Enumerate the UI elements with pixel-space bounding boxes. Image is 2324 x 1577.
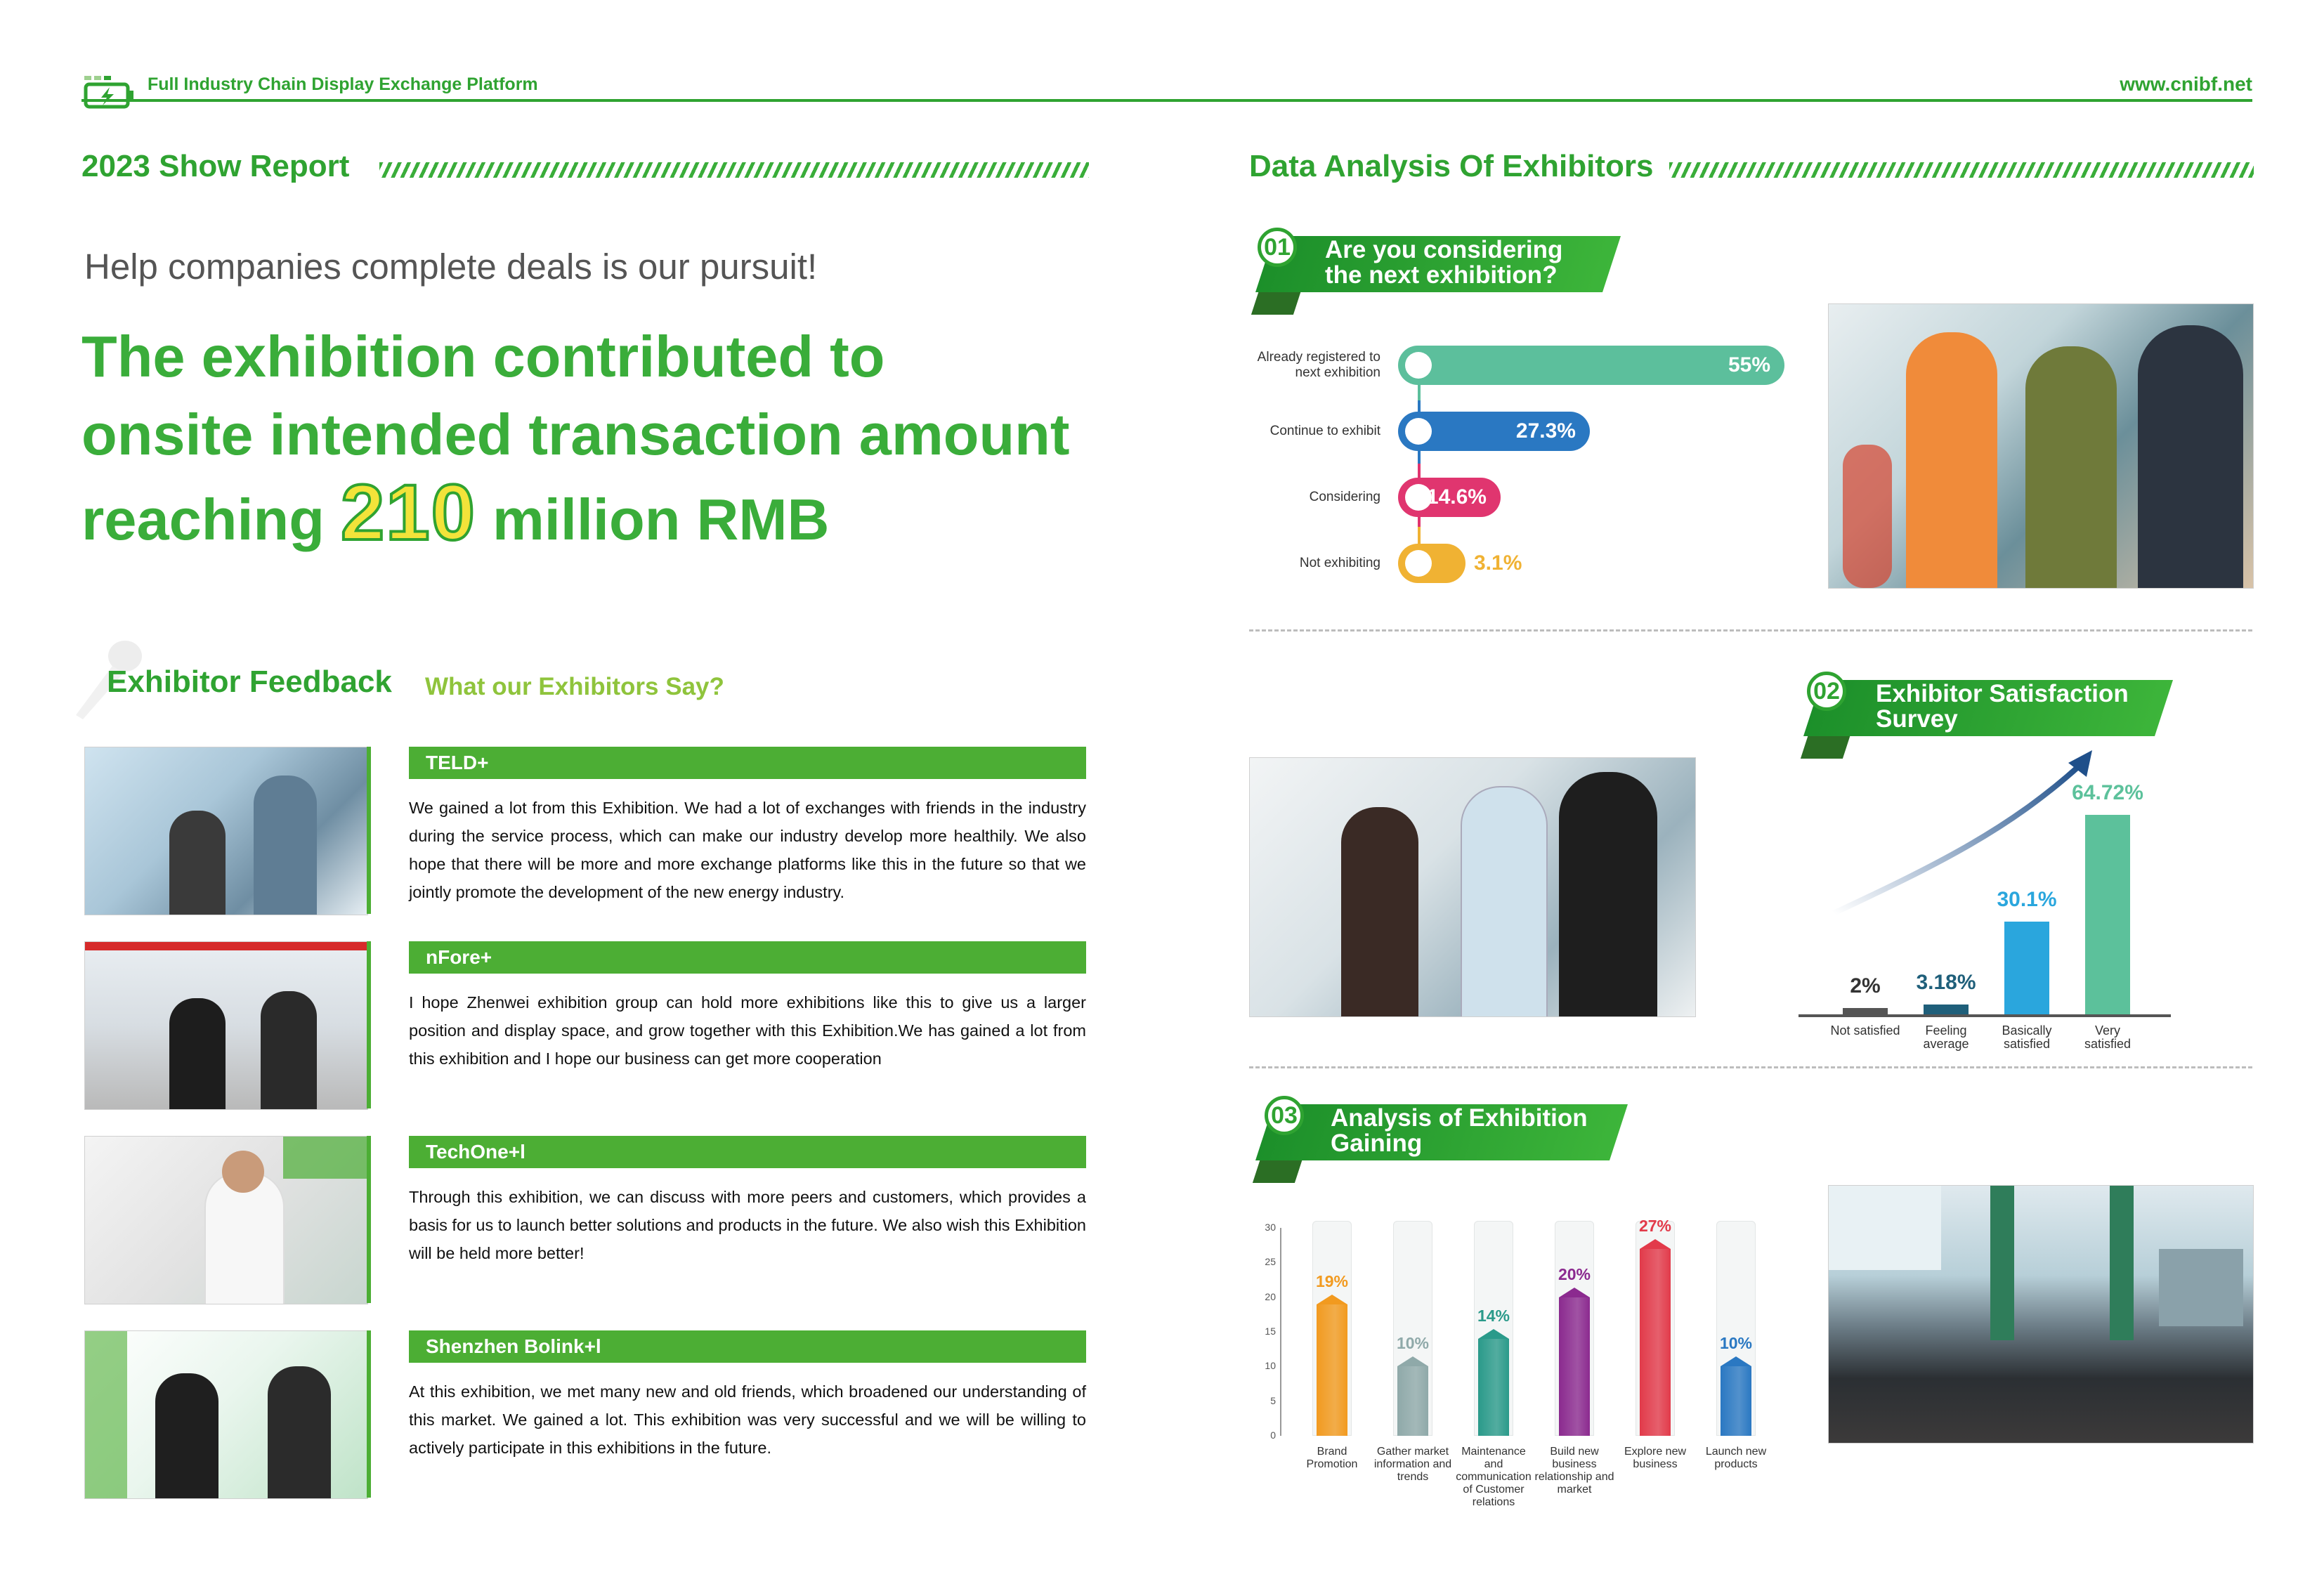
q2-value-1: 3.18%: [1916, 971, 1976, 995]
header-logo: [81, 74, 135, 111]
q1-title: Are you considering the next exhibition?: [1325, 236, 1563, 289]
q1-knob-0: [1405, 352, 1432, 379]
photo-crowd-hall: [1828, 1185, 2254, 1444]
divider-2: [1249, 1066, 2252, 1068]
q1-knob-3: [1405, 550, 1432, 577]
q2-value-0: 2%: [1850, 974, 1881, 998]
q3-value-3: 20%: [1558, 1264, 1591, 1283]
feedback-accent-3: [367, 1136, 371, 1303]
q3-tick-20: 20: [1265, 1290, 1276, 1302]
q3-label-0: Brand Promotion: [1306, 1446, 1358, 1470]
q3-chart: [1251, 1215, 1770, 1510]
q3-value-2: 14%: [1477, 1306, 1510, 1325]
q2-chart: [1799, 745, 2262, 1061]
q3-label-5: Launch new products: [1705, 1446, 1767, 1470]
q3-tick-5: 5: [1270, 1394, 1276, 1406]
divider-1: [1249, 629, 2252, 632]
header-rule: [81, 99, 2252, 102]
q3-bar-1: [1397, 1366, 1428, 1436]
q1-label-0: Already registered to next exhibition: [1257, 350, 1380, 380]
q2-title: Exhibitor Satisfaction Survey: [1876, 680, 2129, 733]
q2-value-3: 64.72%: [2072, 781, 2143, 804]
battery-icon: [81, 74, 135, 111]
q1-label-3: Not exhibiting: [1299, 556, 1380, 570]
q1-knob-1: [1405, 418, 1432, 445]
q3-label-3: Build new business relationship and market: [1534, 1446, 1614, 1496]
q1-bar-3: [1398, 544, 1465, 583]
q1-chart: [1236, 330, 1799, 597]
section-title-show-report: 2023 Show Report: [81, 149, 350, 183]
q3-label-4: Explore new business: [1624, 1446, 1687, 1470]
q3-tick-15: 15: [1265, 1326, 1276, 1337]
q3-value-1: 10%: [1396, 1334, 1430, 1353]
q2-label-2: Basically satisfied: [2002, 1023, 2052, 1051]
headline-line-1: The exhibition contributed to: [81, 324, 885, 389]
feedback-photo-techone: [84, 1136, 368, 1304]
q1-value-0: 55%: [1728, 353, 1770, 377]
q2-baseline: [1799, 1014, 2171, 1017]
headline-amount: 210: [341, 469, 476, 556]
feedback-text-teld: We gained a lot from this Exhibition. We had a lot of exchanges with friends in the industry during the service process, which can make our industry develop more healthily. We also hope that there will be more and more exchange platforms like this in the future so that we jointly promote the development of the new energy industry.: [409, 799, 1086, 901]
feedback-photo-teld: [84, 747, 368, 915]
feedback-text-nfore: I hope Zhenwei exhibition group can hold more exhibitions like this to give us a larger position and display space, and grow together with this Exhibition.We has gained a lot from this exhibition and I hope our business can get more cooperation: [409, 993, 1086, 1068]
q3-bar-cap-5: [1721, 1356, 1751, 1366]
feedback-accent-2: [367, 941, 371, 1108]
q3-y-axis: [1280, 1228, 1281, 1436]
q2-bar-1: [1924, 1005, 1969, 1014]
q1-label-1: Continue to exhibit: [1269, 424, 1380, 438]
headline: [81, 318, 1070, 558]
q3-tick-10: 10: [1265, 1360, 1276, 1372]
q3-bar-cap-3: [1559, 1288, 1590, 1297]
feedback-accent-1: [367, 747, 371, 914]
q2-label-1: Feeling average: [1923, 1023, 1969, 1051]
website-link[interactable]: www.cnibf.net: [2120, 73, 2252, 95]
title-hatch: [379, 162, 1089, 178]
q2-label-0: Not satisfied: [1830, 1023, 1900, 1038]
feedback-text-bolink: At this exhibition, we met many new and old friends, which broadened our understanding of this market. We gained a lot. This exhibition was very successful and we will be willing to actively participate in this exhibitions in the future.: [409, 1382, 1086, 1457]
q3-label-2: Maintenance and communication of Customer relations: [1456, 1446, 1532, 1508]
q3-bar-cap-4: [1640, 1239, 1671, 1249]
q3-tick-0: 0: [1270, 1429, 1276, 1441]
q1-value-3: 3.1%: [1474, 551, 1522, 575]
platform-name: Full Industry Chain Display Exchange Platform: [148, 74, 538, 94]
feedback-accent-4: [367, 1330, 371, 1498]
photo-booth-meeting: [1249, 757, 1696, 1017]
q3-bar-cap-2: [1478, 1329, 1509, 1339]
q2-bar-2: [2004, 922, 2049, 1014]
q3-bar-cap-1: [1397, 1356, 1428, 1366]
q2-label-3: Very satisfied: [2084, 1023, 2132, 1051]
feedback-title: Exhibitor Feedback: [107, 665, 392, 699]
feedback-photo-bolink: [84, 1330, 368, 1499]
q1-label-2: Considering: [1309, 490, 1380, 504]
q1-connector: [1418, 358, 1421, 562]
feedback-company-nfore: nFore+: [409, 941, 1086, 974]
q2-bar-3: [2085, 815, 2130, 1014]
q3-bar-0: [1317, 1304, 1347, 1436]
feedback-subtitle: What our Exhibitors Say?: [425, 673, 724, 700]
q3-value-4: 27%: [1638, 1216, 1672, 1235]
q1-number: 01: [1258, 228, 1297, 267]
photo-exhibitors-talk: [1828, 303, 2254, 589]
q2-number: 02: [1807, 672, 1846, 711]
q3-value-5: 10%: [1719, 1334, 1753, 1353]
q3-label-1: Gather market information and trends: [1373, 1446, 1452, 1483]
q3-number: 03: [1265, 1096, 1304, 1135]
q1-value-2: 14.6%: [1426, 485, 1487, 509]
q3-bar-4: [1640, 1249, 1671, 1436]
q3-tick-25: 25: [1265, 1256, 1276, 1268]
headline-line-3: reaching 210 million RMB: [81, 469, 830, 556]
feedback-company-teld: TELD+: [409, 747, 1086, 779]
feedback-text-techone: Through this exhibition, we can discuss with more peers and customers, which provides a basis for us to launch better solutions and products in the future. We also wish this Exhibition will be held more better!: [409, 1188, 1086, 1262]
section-title-data-analysis: Data Analysis Of Exhibitors: [1249, 149, 1654, 183]
feedback-photo-nfore: [84, 941, 368, 1110]
q2-bar-0: [1843, 1008, 1888, 1014]
q1-value-1: 27.3%: [1515, 419, 1576, 443]
q3-value-0: 19%: [1315, 1271, 1349, 1290]
pursuit-text: Help companies complete deals is our pursuit!: [84, 247, 818, 287]
q3-title: Analysis of Exhibition Gaining: [1331, 1104, 1588, 1157]
q3-bar-2: [1478, 1339, 1509, 1436]
q3-bar-5: [1721, 1366, 1751, 1436]
headline-line-2: onsite intended transaction amount: [81, 402, 1070, 467]
q3-tick-30: 30: [1265, 1222, 1276, 1233]
feedback-company-techone: TechOne+l: [409, 1136, 1086, 1168]
q3-bar-cap-0: [1317, 1295, 1347, 1304]
q3-bar-3: [1559, 1297, 1590, 1436]
q2-value-2: 30.1%: [1997, 887, 2057, 911]
feedback-company-bolink: Shenzhen Bolink+l: [409, 1330, 1086, 1363]
title-hatch-right: [1669, 162, 2254, 178]
